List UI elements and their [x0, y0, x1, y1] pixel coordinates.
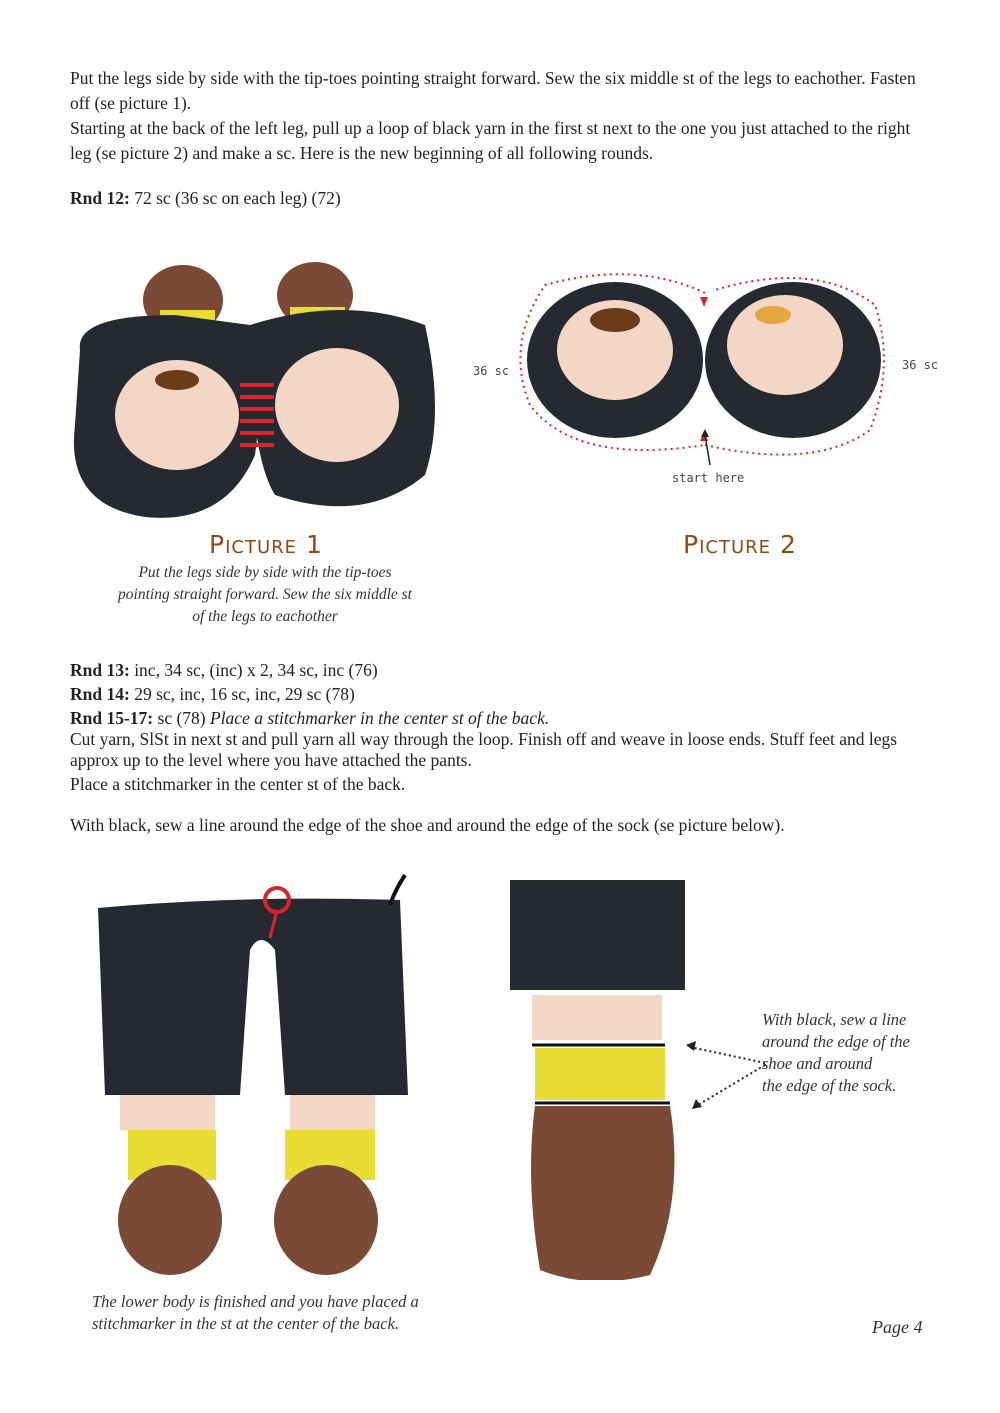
page-number: Page 4: [872, 1317, 923, 1337]
round-14: [70, 682, 355, 706]
intro-paragraph-1: Put the legs side by side with the tip-toes pointing straight forward. Sew the six middle st of the legs to eachother. Fasten off (se picture 1).: [70, 68, 916, 113]
bottom-caption-line-2: stitchmarker in the st at the center of the back.: [92, 1314, 400, 1333]
round-13: [70, 658, 378, 682]
picture-2-label-start: start here: [672, 471, 745, 485]
side-note-line-3: shoe and around: [762, 1054, 873, 1073]
round-13-label: Rnd 13:: [70, 660, 130, 680]
round-15-17-label: Rnd 15-17:: [70, 708, 154, 728]
side-note-line-4: the edge of the sock.: [762, 1076, 897, 1095]
round-13-text: inc, 34 sc, (inc) x 2, 34 sc, inc (76): [134, 660, 378, 680]
picture-2-label-right: 36 sc: [902, 358, 939, 372]
side-note-line-1: With black, sew a line: [762, 1010, 907, 1029]
picture-2-title: Picture 2: [683, 530, 797, 559]
marker-paragraph: Place a stitchmarker in the center st of the back.: [70, 774, 406, 794]
bottom-caption-line-1: The lower body is finished and you have placed a: [92, 1292, 419, 1311]
picture-1-caption-line-2: pointing straight forward. Sew the six middle st: [118, 586, 412, 603]
round-15-17-text: sc (78): [157, 708, 206, 728]
intro-paragraph-2: Starting at the back of the left leg, pull up a loop of black yarn in the first st next to the one you just attached to the right leg (se picture 2) and make a sc. Here is the new beginning of all following rounds.: [70, 118, 911, 163]
lower-body-image: [90, 870, 430, 1285]
side-note-line-2: around the edge of the: [762, 1032, 910, 1051]
side-leg-image: [510, 880, 690, 1280]
round-15-17: [70, 706, 549, 730]
picture-1-caption: [70, 562, 460, 628]
picture-1-image: [65, 255, 450, 530]
picture-1-caption-line-1: Put the legs side by side with the tip-toes: [138, 564, 392, 581]
round-12-text: 72 sc (36 sc on each leg) (72): [134, 188, 341, 208]
round-14-text: 29 sc, inc, 16 sc, inc, 29 sc (78): [134, 684, 355, 704]
picture-2-label-left: 36 sc: [473, 364, 510, 378]
round-12: [70, 186, 341, 210]
round-14-label: Rnd 14:: [70, 684, 130, 704]
bottom-caption: [92, 1291, 419, 1335]
picture-2-image: [515, 265, 895, 465]
finish-paragraph: Cut yarn, SlSt in next st and pull yarn all way through the loop. Finish off and weave in loose ends. Stuff feet and legs approx up to the level where you have attached the pants.: [70, 729, 898, 770]
side-note-arrows: [680, 1035, 770, 1115]
round-15-17-note: Place a stitchmarker in the center st of the back.: [210, 708, 550, 728]
picture-1-caption-line-3: of the legs to eachother: [192, 608, 338, 625]
picture-1-title: Picture 1: [209, 530, 323, 559]
side-note: [762, 1009, 910, 1097]
round-12-label: Rnd 12:: [70, 188, 130, 208]
sew-line-paragraph: With black, sew a line around the edge of the shoe and around the edge of the sock (se picture below).: [70, 815, 785, 835]
